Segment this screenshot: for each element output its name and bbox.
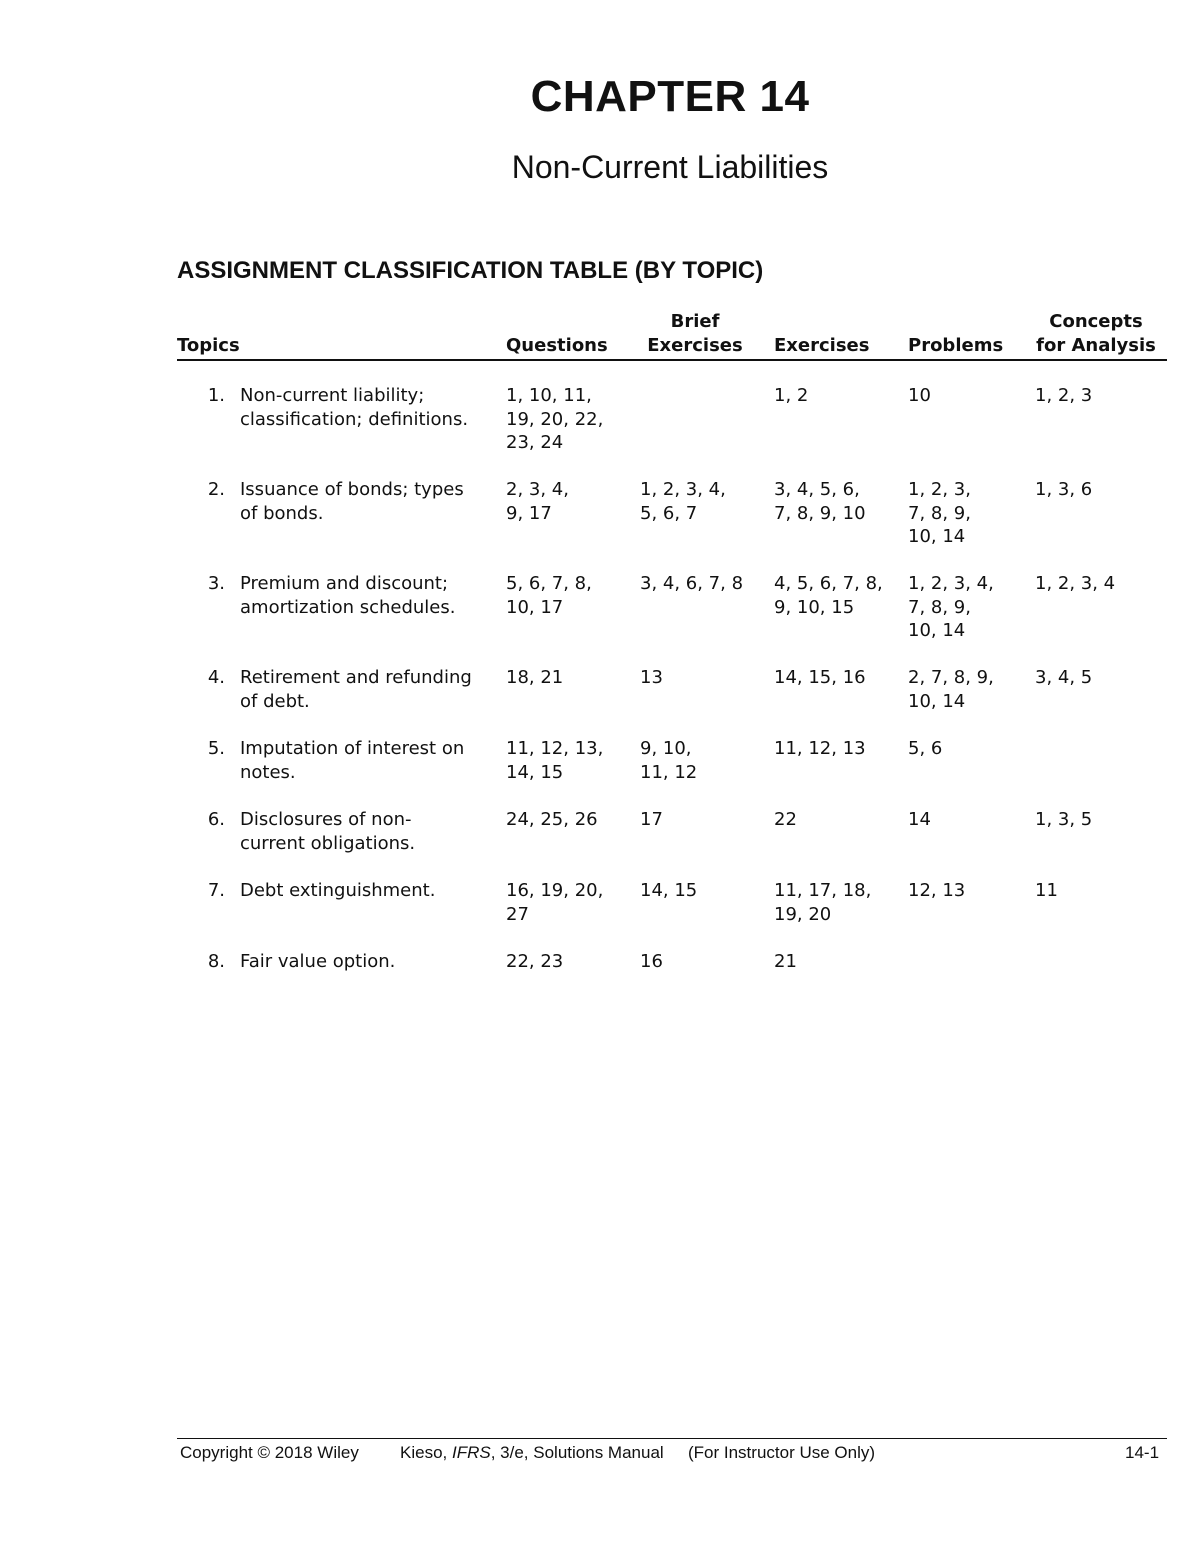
row-number: 4. (207, 667, 225, 688)
row-topic: Debt extinguishment. (240, 880, 436, 901)
row-number: 6. (207, 809, 225, 830)
row-topic: Non-current liability; classification; definitions. (240, 385, 469, 430)
header-brief-line2: Exercises (647, 335, 743, 356)
row-problems: 1, 2, 3, 7, 8, 9, 10, 14 (908, 479, 971, 547)
row-topic: Disclosures of non- current obligations. (240, 809, 416, 854)
row-problems: 12, 13 (908, 880, 966, 901)
header-exercises: Exercises (774, 335, 870, 356)
row-topic: Retirement and refunding of debt. (240, 667, 472, 712)
table-row (177, 950, 1167, 980)
header-concepts-line2: for Analysis (1036, 335, 1156, 356)
row-brief-exercises: 16 (640, 951, 663, 972)
row-problems: 1, 2, 3, 4, 7, 8, 9, 10, 14 (908, 573, 994, 641)
row-brief-exercises: 1, 2, 3, 4, 5, 6, 7 (640, 479, 726, 524)
section-heading: ASSIGNMENT CLASSIFICATION TABLE (BY TOPIC) (177, 257, 764, 284)
header-brief-exercises (640, 310, 750, 358)
row-questions: 1, 10, 11, 19, 20, 22, 23, 24 (506, 385, 604, 453)
row-exercises: 1, 2 (774, 385, 809, 406)
row-problems: 14 (908, 809, 931, 830)
header-questions: Questions (506, 335, 608, 356)
row-questions: 2, 3, 4, 9, 17 (506, 479, 569, 524)
table-row (177, 384, 1167, 478)
footer-page-number: 14-1 (1125, 1443, 1160, 1462)
row-number: 7. (207, 880, 225, 901)
footer-edition: , 3/e, (490, 1443, 529, 1462)
row-problems: 10 (908, 385, 931, 406)
row-topic: Premium and discount; amortization schedules. (240, 573, 456, 618)
row-concepts: 1, 3, 6 (1035, 479, 1093, 500)
row-topic: Issuance of bonds; types of bonds. (240, 479, 464, 524)
row-exercises: 11, 17, 18, 19, 20 (774, 880, 872, 925)
row-questions: 18, 21 (506, 667, 564, 688)
row-questions: 22, 23 (506, 951, 564, 972)
row-questions: 16, 19, 20, 27 (506, 880, 604, 925)
row-brief-exercises: 13 (640, 667, 663, 688)
row-number: 5. (207, 738, 225, 759)
row-exercises: 14, 15, 16 (774, 667, 866, 688)
row-exercises: 4, 5, 6, 7, 8, 9, 10, 15 (774, 573, 883, 618)
row-questions: 11, 12, 13, 14, 15 (506, 738, 604, 783)
table-row (177, 666, 1167, 737)
row-brief-exercises: 3, 4, 6, 7, 8 (640, 573, 744, 594)
header-brief-line1: Brief (670, 311, 720, 332)
row-topic: Fair value option. (240, 951, 396, 972)
footer-copyright: Copyright © 2018 Wiley (180, 1443, 359, 1462)
table-row (177, 879, 1167, 950)
row-concepts: 1, 2, 3 (1035, 385, 1093, 406)
table-header (177, 311, 1167, 361)
row-number: 2. (207, 479, 225, 500)
chapter-title: CHAPTER 14 (530, 72, 810, 121)
table-body (177, 384, 1167, 980)
assignment-classification-table (177, 311, 1167, 980)
footer-note: (For Instructor Use Only) (688, 1443, 876, 1462)
footer-author: Kieso, (400, 1443, 448, 1462)
header-topics: Topics (177, 335, 240, 356)
footer-citation (400, 1443, 664, 1463)
table-row (177, 478, 1167, 572)
row-brief-exercises: 17 (640, 809, 663, 830)
table-row (177, 808, 1167, 879)
row-number: 3. (207, 573, 225, 594)
row-brief-exercises: 14, 15 (640, 880, 698, 901)
header-problems: Problems (908, 335, 1004, 356)
row-problems: 2, 7, 8, 9, 10, 14 (908, 667, 994, 712)
row-problems: 5, 6 (908, 738, 943, 759)
header-concepts (1035, 310, 1157, 358)
row-exercises: 3, 4, 5, 6, 7, 8, 9, 10 (774, 479, 866, 524)
footer-divider (177, 1438, 1167, 1439)
row-exercises: 22 (774, 809, 797, 830)
row-concepts: 3, 4, 5 (1035, 667, 1093, 688)
header-concepts-line1: Concepts (1049, 311, 1143, 332)
table-row (177, 737, 1167, 808)
row-concepts: 1, 3, 5 (1035, 809, 1093, 830)
row-questions: 5, 6, 7, 8, 10, 17 (506, 573, 592, 618)
row-number: 1. (207, 385, 225, 406)
row-brief-exercises: 9, 10, 11, 12 (640, 738, 698, 783)
row-questions: 24, 25, 26 (506, 809, 598, 830)
row-exercises: 11, 12, 13 (774, 738, 866, 759)
row-concepts: 1, 2, 3, 4 (1035, 573, 1116, 594)
row-exercises: 21 (774, 951, 797, 972)
row-concepts: 11 (1035, 880, 1058, 901)
table-row (177, 572, 1167, 666)
footer-book-title: IFRS (451, 1443, 491, 1462)
footer-manual: Solutions Manual (533, 1443, 664, 1462)
chapter-subtitle: Non-Current Liabilities (511, 149, 829, 185)
row-number: 8. (207, 951, 225, 972)
row-topic: Imputation of interest on notes. (240, 738, 465, 783)
